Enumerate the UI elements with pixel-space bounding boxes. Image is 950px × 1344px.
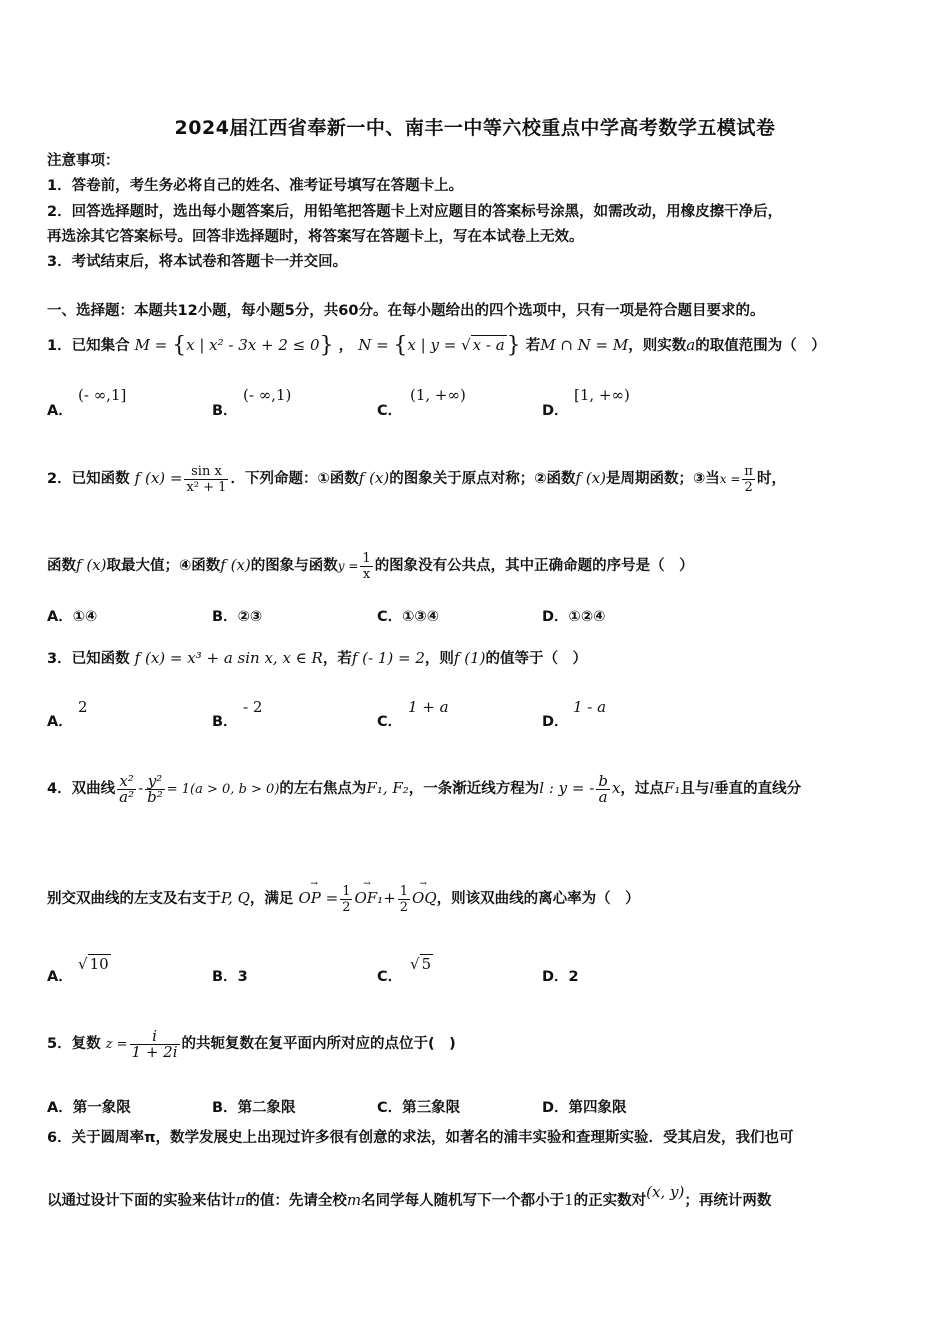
q5-numerator: i (130, 1029, 180, 1045)
q1-option-b-value: (- ∞,1) (243, 386, 292, 404)
q1-option-c-label: C． (377, 403, 403, 419)
q2-fraction (184, 464, 228, 495)
q3-option-d-label: D． (542, 714, 569, 730)
section-heading: 一、选择题：本题共12小题，每小题5分，共60分。在每小题给出的四个选项中，只有一项是符合题目要求的。 (47, 303, 765, 319)
q5-fraction (130, 1026, 180, 1061)
q2-text-2: 的图象关于原点对称；②函数 (389, 471, 576, 487)
q6-l2d: 的正实数对 (573, 1193, 647, 1209)
q2-y-eq: y = (337, 559, 359, 573)
q1-sqrt-body: x - a (472, 336, 505, 354)
q1-set-n-body: x | y = (407, 336, 462, 354)
q4-half-num-1: 1 (342, 883, 351, 899)
q3-option-a-value: 2 (78, 698, 88, 716)
q4-oq: → OQ (412, 868, 437, 928)
q1-if: 若 (525, 338, 541, 354)
q4-line2-a: 别交双曲线的左支及右支于 (47, 891, 221, 907)
q1-var: a (686, 336, 696, 354)
question-3 (47, 648, 587, 669)
q1-option-b-label: B． (212, 403, 238, 419)
q2-numerator: sin x (184, 464, 228, 480)
q3-text-3: 的值等于（ ） (485, 651, 587, 667)
q1-set-n: N = (358, 336, 394, 354)
q4-a: a (598, 787, 608, 806)
q2-f3: f (x) (76, 556, 107, 574)
q4-b: b (598, 771, 608, 790)
q5-option-a: A．第一象限 (47, 1100, 131, 1116)
q5-option-a-value: 第一象限 (72, 1100, 131, 1116)
q1-comma: ， (338, 338, 354, 354)
q3-text-1: ，若 (322, 651, 352, 667)
question-2 (47, 456, 786, 501)
q2-text-4: 时， (756, 471, 786, 487)
q2-option-c: C．①③④ (377, 609, 439, 625)
question-4-line-2 (47, 868, 640, 929)
notice-item-3: 3．考试结束后，将本试卷和答题卡一并交回。 (47, 254, 348, 270)
q4-of1: → OF₁ (354, 868, 383, 928)
q4-option-c-value: √ 5 (410, 955, 432, 973)
q2-pi-frac (742, 464, 755, 495)
q1-option-d-label: D． (542, 403, 569, 419)
q4-option-d: D．2 (542, 969, 579, 985)
q4-asym: l : y = - (539, 779, 595, 797)
q2-option-b: B．②③ (212, 609, 263, 625)
q5-denominator: 1 + 2i (131, 1042, 178, 1061)
question-4 (47, 762, 801, 816)
question-5 (47, 1020, 456, 1069)
q2-option-b-value: ②③ (237, 609, 263, 625)
q6-l2a: 以通过设计下面的实验来估计 (47, 1193, 236, 1209)
question-6: 6．关于圆周率π，数学发展史上出现过许多很有创意的求法，如著名的浦丰实验和查理斯实验．受其启发，我们也可 (47, 1130, 794, 1146)
q4-xv: x (611, 779, 621, 797)
q1-option-a-value: (- ∞,1] (78, 386, 127, 404)
q4-half-1 (340, 884, 352, 915)
q1-set-m-body: x | x² - 3x + 2 ≤ 0 (186, 336, 320, 354)
q6-m: m (346, 1191, 362, 1209)
q6-l2b: 的值：先请全校 (245, 1193, 347, 1209)
q2-f1: f (x) (358, 469, 390, 487)
q4-text-3: ，过点 (620, 781, 664, 797)
q4-text-5: 垂直的直线分 (714, 781, 802, 797)
q4-half-den-2: 2 (399, 899, 409, 915)
q1-condition: M ∩ N = M (540, 336, 629, 354)
q4-option-b: B．3 (212, 969, 248, 985)
q4-a2: a² (119, 787, 135, 806)
q2-option-d-value: ①②④ (568, 609, 606, 625)
q1-text: ，则实数 (628, 338, 687, 354)
q4-option-c-label: C． (377, 969, 403, 985)
q4-option-c-radicand: 5 (421, 955, 432, 973)
question-2-line-2 (47, 545, 694, 586)
q4-text-2: ，一条渐近线方程为 (408, 781, 540, 797)
q4-text-4: 且与 (680, 781, 710, 797)
notice-heading: 注意事项： (47, 153, 120, 169)
q4-pq: P, Q (221, 889, 250, 907)
q5-number: 5．复数 (47, 1036, 101, 1052)
q4-plus: + (383, 889, 396, 907)
q3-option-a-label: A． (47, 714, 73, 730)
question-6-line-2 (47, 1183, 772, 1211)
q5-option-c-value: 第三象限 (402, 1100, 461, 1116)
q4-option-d-value: 2 (568, 969, 579, 985)
q4-x2: x² (117, 774, 136, 790)
q5-tail: 的共轭复数在复平面内所对应的点位于( ) (181, 1036, 456, 1052)
q2-f4: f (x) (220, 556, 251, 574)
q4-y2: y² (145, 774, 165, 790)
question-1: 1．已知集合 M = {x | x² - 3x + 2 ≤ 0} ， N = {x | y = √ x - a} 若M ∩ N = M，则实数a的取值范围为（ ） (47, 333, 826, 358)
q2-option-d: D．①②④ (542, 609, 606, 625)
q3-f1: f (1) (453, 649, 486, 667)
q4-option-a-label: A． (47, 969, 73, 985)
q2-pi: π (744, 463, 753, 479)
q4-line2-c: ，则该双曲线的离心率为（ ） (436, 891, 640, 907)
q4-ba-frac (596, 771, 610, 806)
notice-item-2: 2．回答选择题时，选出每小题答案后，用铅笔把答题卡上对应题目的答案标号涂黑，如需改动，用橡皮擦干净后， (47, 204, 783, 220)
page-title: 2024届江西省奉新一中、南丰一中等六校重点中学高考数学五模试卷 (174, 117, 776, 139)
q4-half-2 (398, 884, 410, 915)
q6-pi: π (235, 1191, 246, 1209)
q2-number: 2．已知函数 (47, 471, 130, 487)
q4-foci: F₁, F₂ (366, 779, 409, 797)
q1-option-c-value: (1, +∞) (410, 386, 466, 404)
q2-option-a: A．①④ (47, 609, 98, 625)
q2-x-eq: x = (719, 472, 741, 486)
q4-option-b-value: 3 (237, 969, 248, 985)
q2-option-a-value: ①④ (72, 609, 98, 625)
q4-rest: = 1(a > 0, b > 0) (166, 782, 280, 797)
q5-option-d: D．第四象限 (542, 1100, 627, 1116)
q1-number: 1．已知集合 (47, 338, 130, 354)
q4-b2: b² (147, 787, 163, 806)
q3-text-2: ，则 (424, 651, 454, 667)
q4-line2-b: ，满足 (249, 891, 294, 907)
q4-option-a-value: √ 10 (78, 955, 109, 973)
q5-option-c: C．第三象限 (377, 1100, 461, 1116)
q2-text-1: ．下列命题：①函数 (230, 471, 359, 487)
q3-expr: f (x) = x³ + a sin x, x ∈ R (134, 649, 323, 667)
q4-minus: - (138, 779, 144, 797)
q5-option-d-value: 第四象限 (568, 1100, 627, 1116)
q1-tail: 的取值范围为（ ） (695, 338, 826, 354)
q5-option-b: B．第二象限 (212, 1100, 296, 1116)
q3-option-c-value: 1 + a (408, 698, 449, 716)
q4-l: l (709, 779, 715, 797)
q2-line2-b: 取最大值；④函数 (106, 558, 221, 574)
q2-line2-a: 函数 (47, 558, 76, 574)
q4-f1: F₁ (663, 779, 681, 797)
q6-l2c: 名同学每人随机写下一个都小于 (361, 1193, 565, 1209)
q4-option-a-radicand: 10 (89, 955, 109, 973)
q6-xy: (x, y) (646, 1183, 685, 1201)
q3-number: 3．已知函数 (47, 651, 130, 667)
q4-half-den-1: 2 (342, 899, 351, 915)
q2-line2-d: 的图象没有公共点，其中正确命题的序号是（ ） (374, 558, 694, 574)
q4-op: → OP = (298, 868, 338, 928)
q3-option-b-value: - 2 (243, 698, 263, 716)
q2-fx: f (x) = (134, 469, 183, 487)
q3-option-c-label: C． (377, 714, 403, 730)
q1-option-a-label: A． (47, 403, 73, 419)
q2-recip-frac (360, 551, 372, 582)
q2-two: 2 (744, 479, 753, 495)
q3-cond: f (- 1) = 2 (351, 649, 425, 667)
q4-y-frac (145, 771, 165, 806)
q3-option-d-value: 1 - a (573, 698, 607, 716)
q2-option-c-value: ①③④ (402, 609, 439, 625)
notice-item-1: 1．答卷前，考生务必将自己的姓名、准考证号填写在答题卡上。 (47, 178, 464, 194)
q4-text-1: 的左右焦点为 (279, 781, 367, 797)
q2-one: 1 (362, 550, 371, 566)
q4-x-frac (117, 771, 136, 806)
q1-set-m: M = (134, 336, 173, 354)
q5-option-b-value: 第二象限 (237, 1100, 296, 1116)
q2-denominator: x² + 1 (186, 479, 227, 495)
q4-number: 4．双曲线 (47, 781, 116, 797)
notice-item-2-cont: 再选涂其它答案标号。回答非选择题时，将答案写在答题卡上，写在本试卷上无效。 (47, 229, 584, 245)
q6-one: 1 (564, 1191, 574, 1209)
q2-text-3: 是周期函数；③当 (606, 471, 720, 487)
q4-half-num-2: 1 (399, 883, 409, 899)
q5-z: z = (105, 1037, 128, 1052)
q2-x: x (362, 566, 371, 582)
q2-line2-c: 的图象与函数 (250, 558, 338, 574)
q1-option-d-value: [1, +∞) (574, 386, 630, 404)
q2-f2: f (x) (575, 469, 606, 487)
q3-option-b-label: B． (212, 714, 238, 730)
q6-l2e: ；再统计两数 (684, 1193, 772, 1209)
